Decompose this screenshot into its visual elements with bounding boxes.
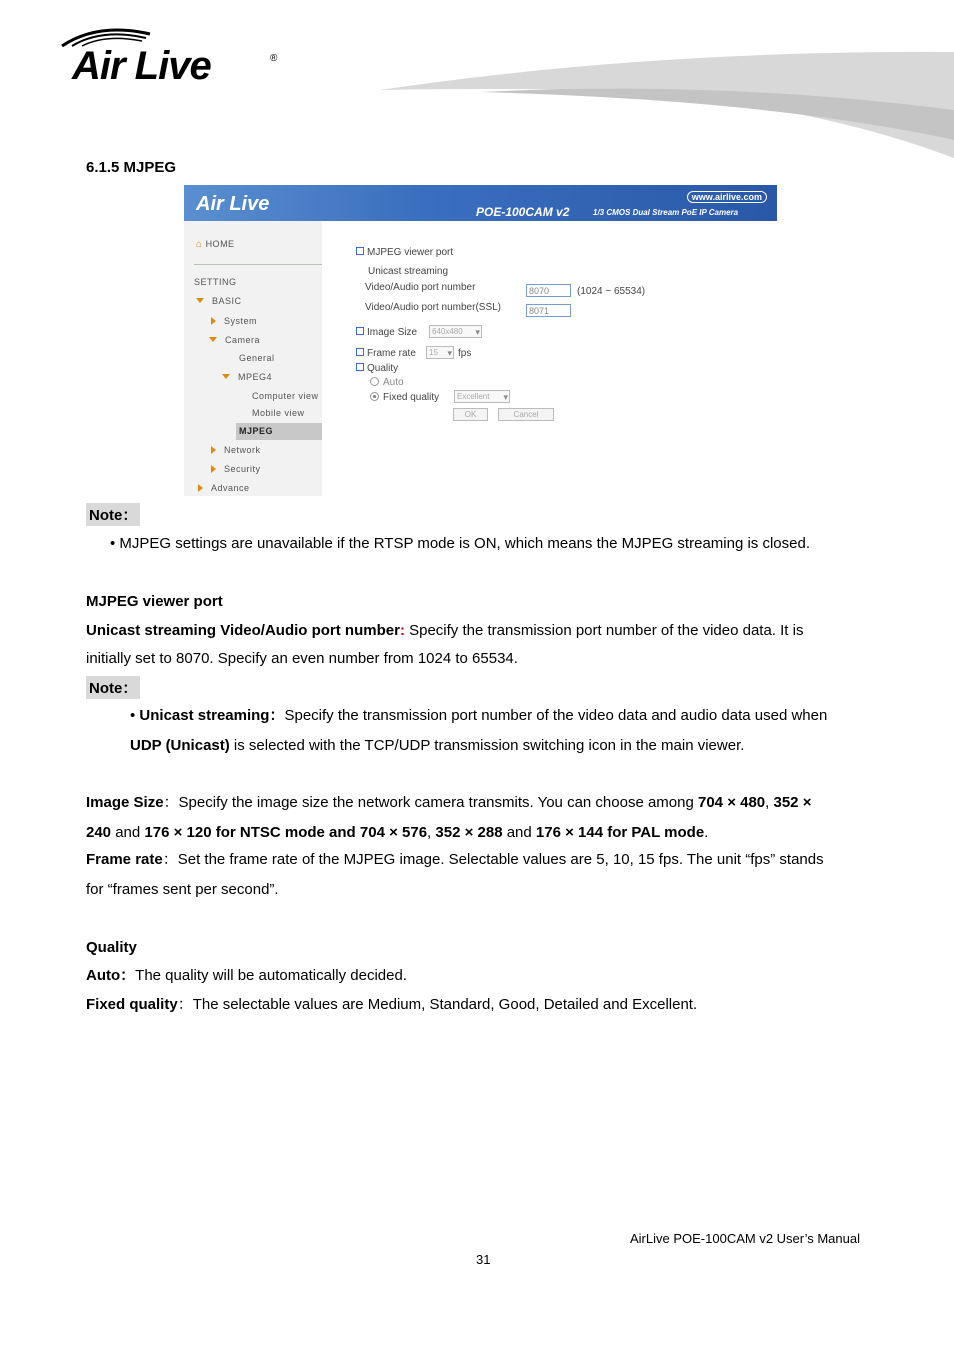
image-size-line2: 240 and 176 × 120 for NTSC mode and 704 × 576, 352 × 288 and 176 × 144 for PAL mode. (86, 824, 709, 841)
registered-mark: ® (270, 53, 278, 64)
bullet-box-icon (356, 363, 364, 371)
fixed-quality-term: Fixed quality (86, 996, 178, 1013)
header-swoosh-graphic (300, 40, 954, 160)
fixed-quality-select[interactable]: Excellent ▾ (454, 390, 510, 403)
nav-system[interactable]: System (211, 316, 257, 326)
bullet-box-icon (356, 348, 364, 356)
note-label: Note： (86, 676, 140, 699)
nav-advance[interactable]: Advance (198, 483, 250, 493)
viewer-port-heading: MJPEG viewer port (86, 593, 223, 610)
nav-mobile-view[interactable]: Mobile view (252, 408, 305, 418)
nav-home[interactable]: ⌂ HOME (196, 239, 235, 250)
bullet-box-icon (356, 247, 364, 255)
expand-arrow-icon (196, 298, 204, 303)
camera-ui-screenshot (184, 185, 777, 496)
note2-line2: UDP (Unicast) is selected with the TCP/UDP transmission switching icon in the main viewer. (130, 737, 745, 754)
fixed-quality-line: Fixed quality：The selectable values are Medium, Standard, Good, Detailed and Excellent. (86, 996, 698, 1013)
note2-line1: • Unicast streaming：Specify the transmission port number of the video data and audio data used when (130, 707, 828, 724)
unicast-label: Unicast streaming (368, 266, 449, 277)
fps-label: fps (458, 348, 472, 359)
camera-ui-header (184, 185, 777, 221)
image-size-select[interactable]: 640x480 ▾ (429, 325, 482, 338)
note-text: • MJPEG settings are unavailable if the RTSP mode is ON, which means the MJPEG streaming is closed. (110, 535, 810, 552)
collapse-arrow-icon (211, 465, 216, 473)
radio-icon (370, 377, 379, 386)
collapse-arrow-icon (211, 446, 216, 454)
nav-general[interactable]: General (239, 353, 275, 363)
camera-ui-sidebar (184, 221, 322, 496)
camera-ui-logo: Air Live (196, 193, 270, 215)
note2-term2: UDP (Unicast) (130, 737, 230, 754)
section-title: 6.1.5 MJPEG (86, 159, 177, 176)
nav-network[interactable]: Network (211, 445, 261, 455)
quality-heading: Quality (86, 939, 137, 956)
nav-mpeg4[interactable]: MPEG4 (222, 372, 272, 382)
nav-camera[interactable]: Camera (209, 335, 260, 345)
image-size-line1: Image Size：Specify the image size the network camera transmits. You can choose among 704 × 480, 352 × (86, 794, 812, 811)
footer-title: AirLive POE-100CAM v2 User’s Manual (630, 1231, 860, 1246)
radio-selected-icon (370, 392, 379, 401)
auto-radio[interactable]: Auto (370, 377, 404, 388)
note2-term: Unicast streaming： (139, 707, 285, 724)
page-number: 31 (476, 1252, 491, 1267)
nav-divider (194, 264, 322, 265)
nav-basic[interactable]: BASIC (196, 296, 242, 306)
collapse-arrow-icon (198, 484, 203, 492)
cancel-button[interactable]: Cancel (498, 408, 554, 421)
unicast-desc-line2: initially set to 8070. Specify an even number from 1024 to 65534. (86, 650, 518, 667)
frame-rate-select[interactable]: 15 ▾ (426, 346, 454, 359)
nav-computer-view[interactable]: Computer view (252, 391, 319, 401)
unicast-term: Unicast streaming Video/Audio port number (86, 622, 400, 639)
unicast-colon: : (399, 622, 405, 639)
frame-rate-label: Frame rate (356, 348, 416, 359)
viewer-port-label: MJPEG viewer port (356, 247, 453, 258)
fixed-quality-radio[interactable]: Fixed quality (370, 392, 439, 403)
brand-logo: Air Live (72, 44, 211, 88)
image-size-label: Image Size (356, 327, 417, 338)
camera-ui-url: www.airlive.com (687, 191, 767, 203)
frame-rate-line2: for “frames sent per second”. (86, 881, 279, 898)
bullet-box-icon (356, 327, 364, 335)
auto-term: Auto： (86, 967, 136, 984)
image-size-term: Image Size (86, 794, 164, 811)
unicast-paragraph (86, 621, 803, 640)
camera-ui-subtitle: 1/3 CMOS Dual Stream PoE IP Camera (593, 208, 739, 217)
va-port-label: Video/Audio port number (365, 282, 476, 293)
frame-rate-term: Frame rate (86, 851, 163, 868)
home-icon: ⌂ (196, 239, 203, 250)
nav-setting-label: SETTING (194, 277, 237, 287)
unicast-desc: Specify the transmission port number of the video data. It is (404, 622, 804, 639)
va-port-ssl-label: Video/Audio port number(SSL) (365, 302, 502, 313)
va-port-input[interactable]: 8070 (526, 284, 571, 297)
nav-mjpeg[interactable]: MJPEG (239, 426, 274, 436)
frame-rate-line1: Frame rate：Set the frame rate of the MJPEG image. Selectable values are 5, 10, 15 fps. The unit “fps” stands (86, 851, 824, 868)
ok-button[interactable]: OK (453, 408, 488, 421)
camera-ui-model: POE-100CAM v2 (476, 205, 570, 219)
auto-line: Auto：The quality will be automatically decided. (86, 967, 407, 984)
port-range-label: (1024 ~ 65534) (577, 286, 646, 297)
note-label: Note： (86, 503, 140, 526)
va-port-ssl-input[interactable]: 8071 (526, 304, 571, 317)
collapse-arrow-icon (211, 317, 216, 325)
expand-arrow-icon (209, 337, 217, 342)
quality-label: Quality (356, 363, 398, 374)
expand-arrow-icon (222, 374, 230, 379)
nav-security[interactable]: Security (211, 464, 261, 474)
